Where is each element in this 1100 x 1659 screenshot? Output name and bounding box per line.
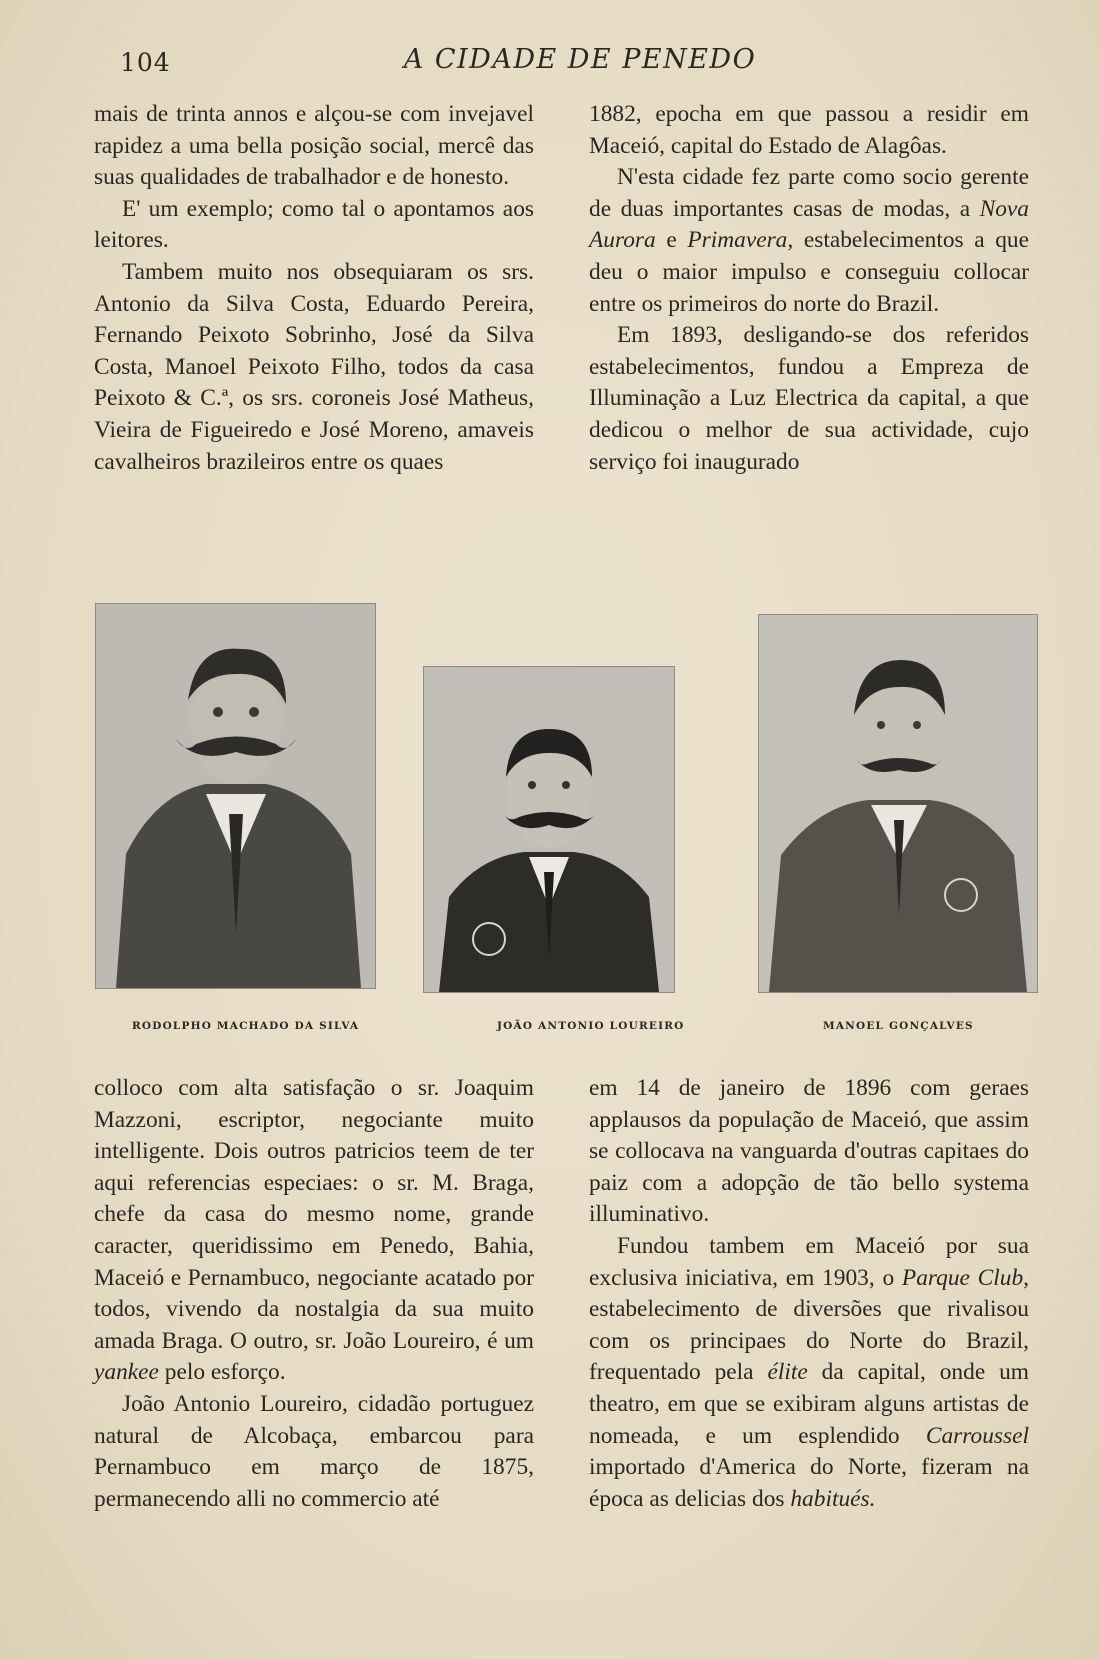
page-number: 104 xyxy=(120,48,171,77)
shop-name-nova-aurora: Nova Aurora xyxy=(589,195,1029,254)
italic-word: habitués. xyxy=(790,1485,876,1512)
portrait-photo-manoel xyxy=(758,614,1038,993)
paragraph: N'esta cidade fez parte como socio gerente de duas importantes casas de modas, a Nova Aurora e Primavera, estabelecimentos a que deu o maior impulso e conseguiu collocar entre os primeiros do norte do Brazil. xyxy=(589,164,1030,317)
italic-word: Carroussel xyxy=(925,1422,1029,1449)
paragraph: mais de trinta annos e alçou-se com invejavel rapidez a uma bella posição social, mercê das suas qualidades de trabalhador e de honesto. xyxy=(94,101,534,191)
paragraph: Tambem muito nos obsequiaram os srs. Antonio da Silva Costa, Eduardo Pereira, Fernando Peixoto Sobrinho, José da Silva Costa, Manoel Peixoto Filho, todos da casa Peixoto & C.ª, os srs. coroneis José Matheus, Vieira de Figueiredo e José Moreno, amaveis cavalheiros brazileiros entre os quaes xyxy=(94,258,534,475)
running-head xyxy=(0,44,1100,84)
paragraph: Fundou tambem em Maceió por sua exclusiva iniciativa, em 1903, o Parque Club, estabelecimento de diversões que rivalisou com os principaes do Norte do Brazil, frequentado pela élite da capital, onde um theatro, em que se exibiram alguns artistas de nomeada, e um esplendido Carroussel importado d'America do Norte, fizeram na época as delicias dos habitués. xyxy=(589,1232,1029,1512)
portrait-caption: RODOLPHO MACHADO DA SILVA xyxy=(132,1020,360,1032)
italic-word: élite xyxy=(767,1359,808,1386)
text-column-top-left xyxy=(94,99,534,478)
portrait-caption: MANOEL GONÇALVES xyxy=(823,1020,974,1032)
portrait-photo-rodolpho xyxy=(95,603,376,989)
text-column-top-right xyxy=(589,99,1029,478)
paragraph: João Antonio Loureiro, cidadão portuguez natural de Alcobaça, embarcou para Pernambuco em março de 1875, permanecendo alli no commercio até xyxy=(94,1390,534,1512)
shop-name-primavera: Primavera, xyxy=(687,227,794,254)
running-title: A CIDADE DE PENEDO xyxy=(403,44,757,75)
paragraph: colloco com alta satisfação o sr. Joaquim Mazzoni, escriptor, negociante muito intelligente. Dois outros patricios teem de ter aqui referencias especiaes: o sr. M. Braga, chefe da casa do mesmo nome, grande caracter, queridissimo em Penedo, Bahia, Maceió e Pernambuco, negociante acatado por todos, vivendo da nostalgia da sua muito amada Braga. O outro, sr. João Loureiro, é um yankee pelo esforço. xyxy=(94,1075,534,1386)
italic-word: yankee xyxy=(94,1359,159,1386)
paragraph: em 14 de janeiro de 1896 com geraes applausos da população de Maceió, que assim se collocava na vanguarda d'outras capitaes do paiz com a adopção de tão bello systema illuminativo. xyxy=(589,1075,1029,1228)
portrait-photo-joao xyxy=(423,666,675,993)
paragraph: Em 1893, desligando-se dos referidos estabelecimentos, fundou a Empreza de Illuminação a Luz Electrica da capital, a que dedicou o melhor de sua actividade, cujo serviço foi inaugurado xyxy=(589,322,1029,475)
text-column-bottom-right xyxy=(589,1073,1029,1515)
text-column-bottom-left xyxy=(94,1073,534,1515)
portrait-caption: JOÃO ANTONIO LOUREIRO xyxy=(497,1020,685,1032)
paragraph: 1882, epocha em que passou a residir em Maceió, capital do Estado de Alagôas. xyxy=(589,101,1029,159)
paragraph: E' um exemplo; como tal o apontamos aos leitores. xyxy=(94,195,534,254)
club-name: Parque Club, xyxy=(901,1264,1029,1291)
